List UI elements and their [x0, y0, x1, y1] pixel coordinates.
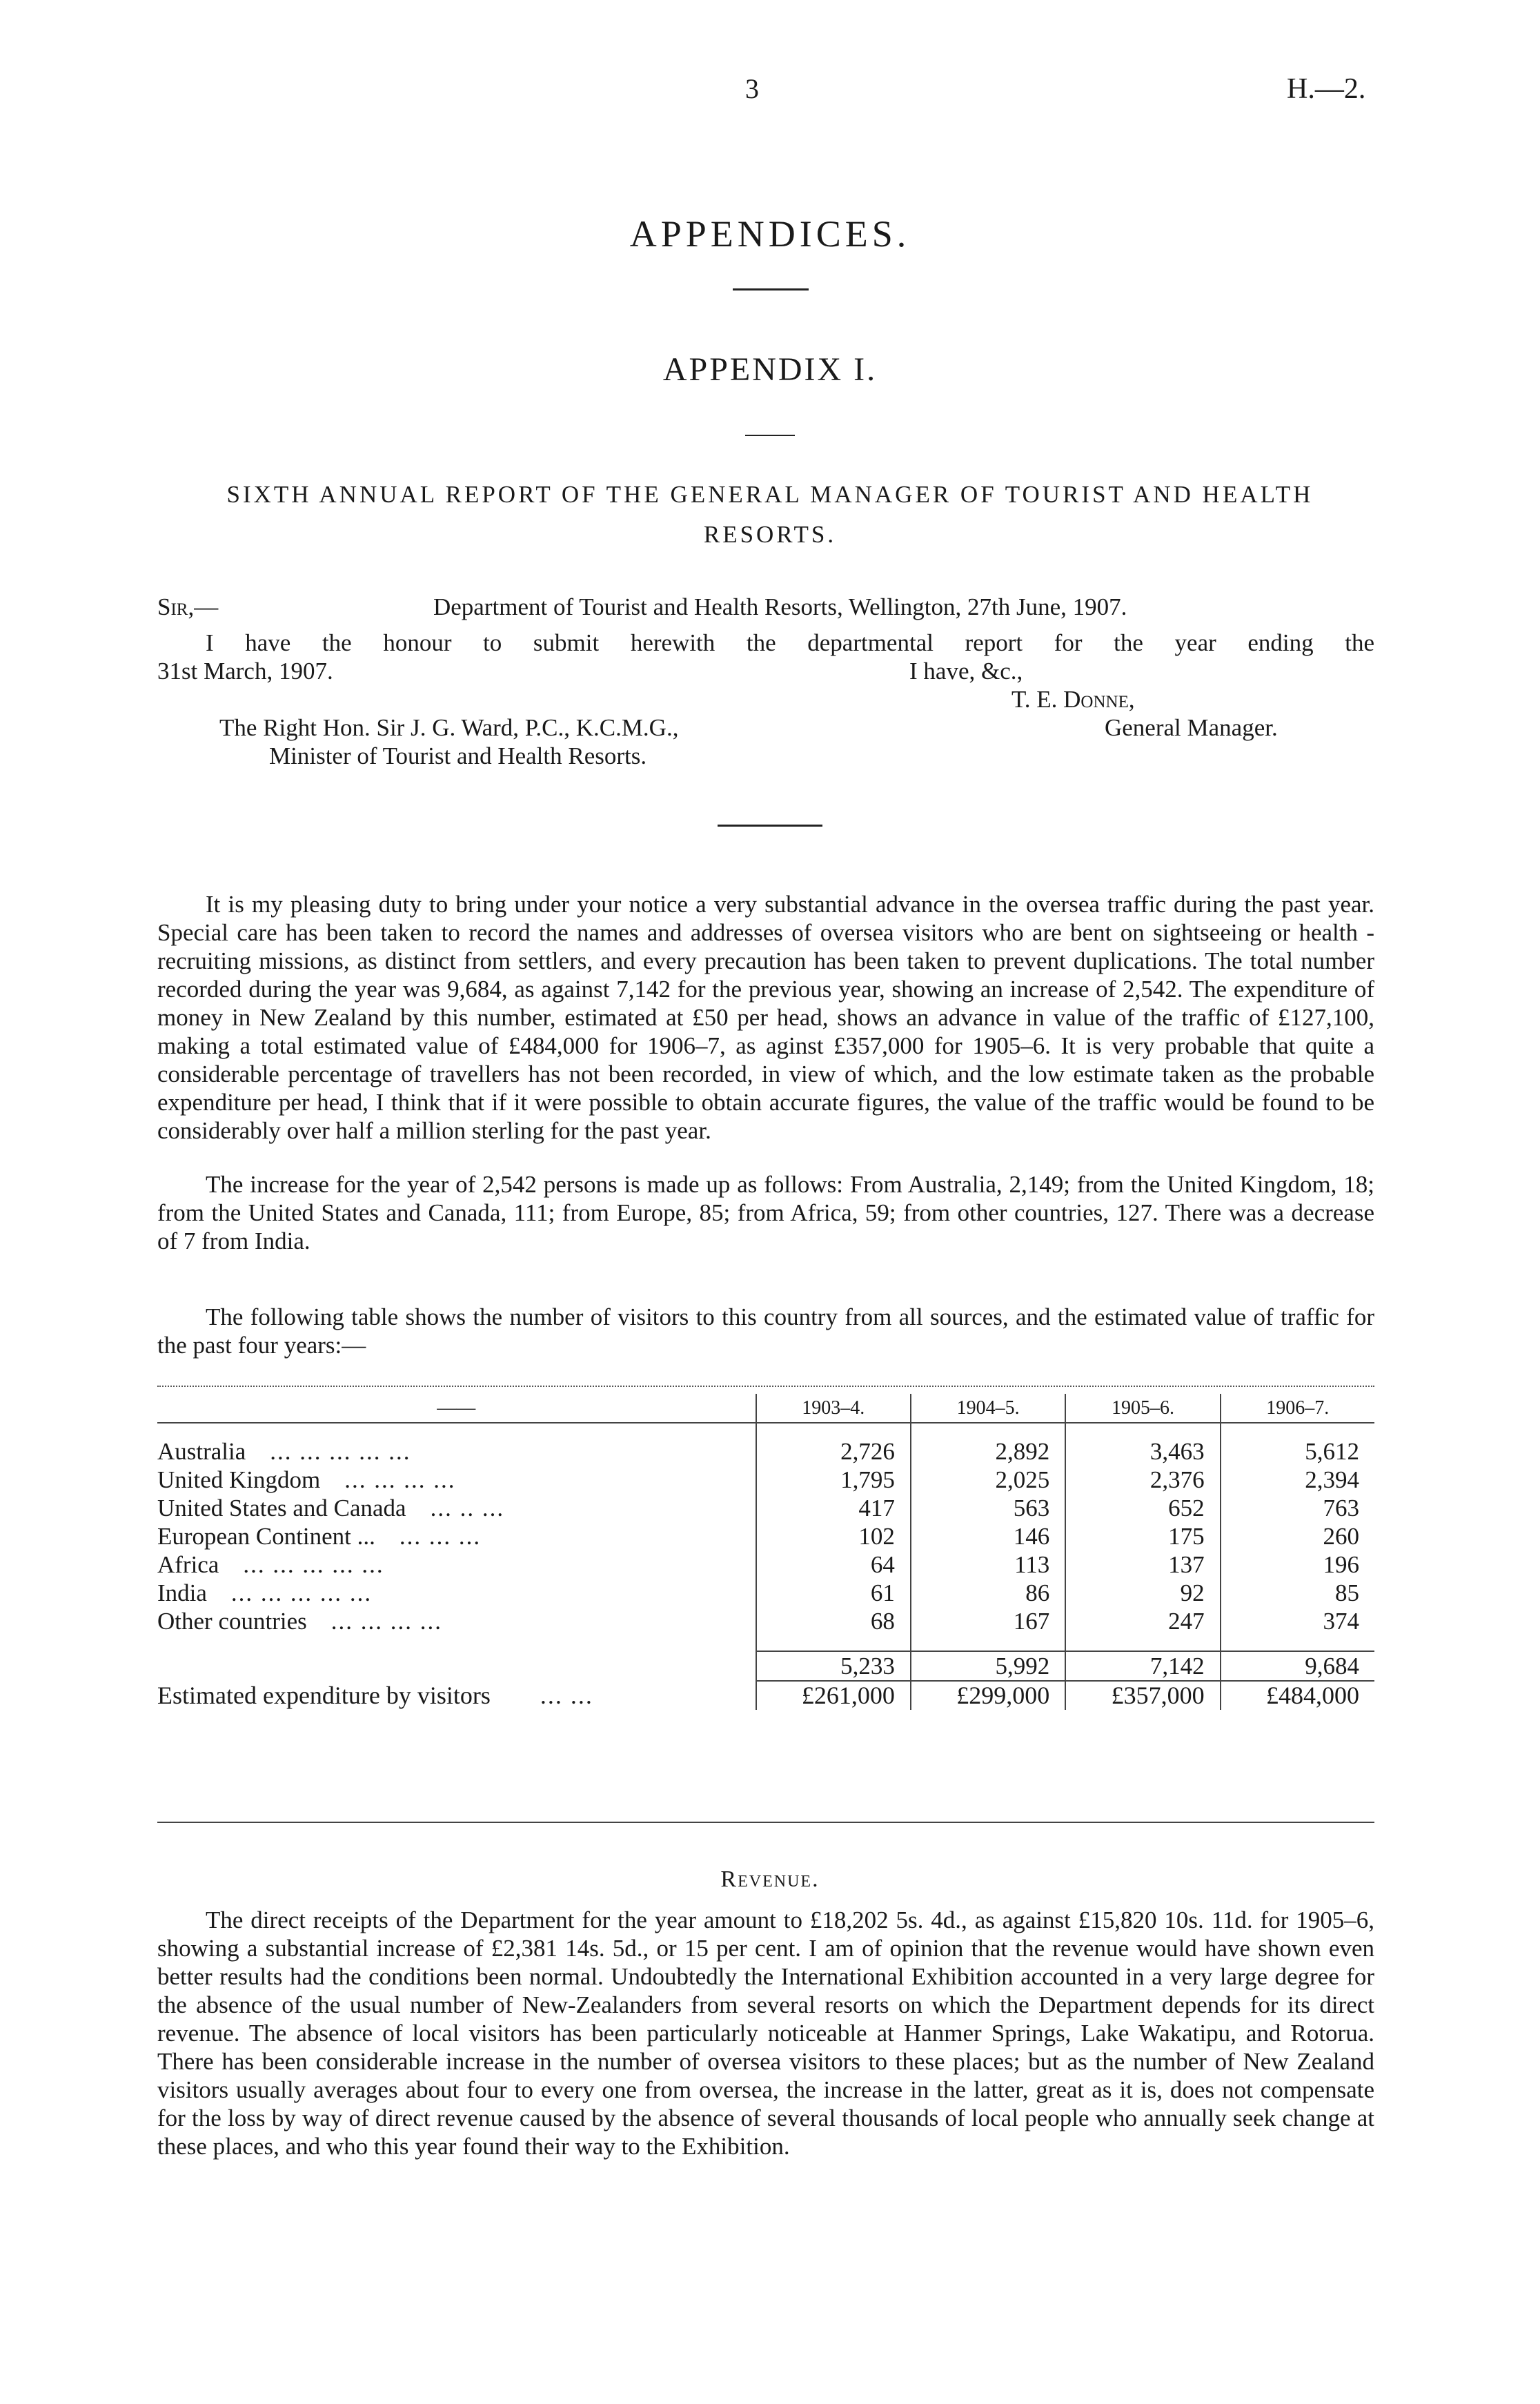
- row-label: Australia ... ... ... ... ...: [157, 1438, 411, 1465]
- total-value: 5,992: [911, 1651, 1065, 1681]
- salutation: Sir,—: [157, 593, 219, 620]
- page-number: 3: [745, 73, 759, 104]
- cell-value: 2,726: [756, 1437, 911, 1466]
- leader-dots: ... .. ...: [430, 1495, 505, 1521]
- addressee-line2: Minister of Tourist and Health Resorts.: [269, 742, 647, 769]
- report-title-line1: SIXTH ANNUAL REPORT OF THE GENERAL MANAGER OF TOURIST AND HEALTH: [226, 481, 1314, 508]
- letter-closing: I have, &c.,: [909, 658, 1023, 684]
- cell-value: 260: [1221, 1522, 1374, 1550]
- total-value: 9,684: [1221, 1651, 1374, 1681]
- table-bottom-rule: [157, 1822, 1374, 1823]
- cell-value: 85: [1221, 1579, 1374, 1607]
- leader-dots: ... ... ... ...: [344, 1466, 456, 1493]
- addressee-line1: The Right Hon. Sir J. G. Ward, P.C., K.C.M.G.,: [219, 714, 679, 741]
- divider: [718, 825, 822, 827]
- letter-body-line2: 31st March, 1907.: [157, 658, 333, 684]
- table-header-row: [157, 1394, 1374, 1423]
- report-title-line2: RESORTS.: [703, 521, 837, 548]
- row-label: European Continent ... ... ... ...: [157, 1523, 482, 1550]
- paragraph-table-intro: The following table shows the number of visitors to this country from all sources, and the estimated value of traffic for the past four years:—: [157, 1303, 1374, 1359]
- table-row: [157, 1522, 1374, 1550]
- cell-value: 61: [756, 1579, 911, 1607]
- header-year: 1904–5.: [911, 1394, 1065, 1423]
- cell-value: 2,892: [911, 1437, 1065, 1466]
- totals-row: [157, 1651, 1374, 1681]
- expenditure-value: £357,000: [1065, 1681, 1220, 1710]
- leader-dots: ... ... ... ... ...: [270, 1438, 411, 1465]
- cell-value: 137: [1065, 1550, 1220, 1579]
- cell-value: 417: [756, 1494, 911, 1522]
- leader-dots: ... ... ...: [399, 1523, 482, 1550]
- cell-value: 167: [911, 1607, 1065, 1635]
- cell-value: 92: [1065, 1579, 1220, 1607]
- cell-value: 86: [911, 1579, 1065, 1607]
- dateline: Department of Tourist and Health Resorts, Wellington, 27th June, 1907.: [433, 593, 1127, 620]
- paragraph-revenue: The direct receipts of the Department for the year amount to £18,202 5s. 4d., as against £15,820 10s. 11d. for 1905–6, showing a substantial increase of £2,381 14s. 5d., or 15 per cent. I am of opinion that the revenue would have shown even better results had the conditions been normal. Undoubtedly the International Exhibition accounted in a very large degree for the absence of the usual number of New-Zealanders from several resorts on which the Department depends for its direct revenue. The absence of local visitors has been particularly noticeable at Hanmer Springs, Lake Wakatipu, and Rotorua. There has been considerable increase in the number of oversea visitors to these places; but as the number of New Zealand visitors usually averages about four to every one from oversea, the increase in the latter, great as it is, does not compensate for the loss by way of direct revenue caused by the absence of several thousands of local people who annually seek change at these places, and who this year found their way to the Exhibition.: [157, 1907, 1374, 2160]
- expenditure-value: £261,000: [756, 1681, 911, 1710]
- table-row: [157, 1579, 1374, 1607]
- row-label: Africa ... ... ... ... ...: [157, 1551, 384, 1578]
- cell-value: 1,795: [756, 1466, 911, 1494]
- leader-dots: ... ... ... ... ...: [230, 1579, 373, 1606]
- expenditure-label: Estimated expenditure by visitors ... ...: [157, 1681, 593, 1709]
- cell-value: 374: [1221, 1607, 1374, 1635]
- revenue-heading: Revenue.: [720, 1866, 820, 1892]
- row-label: United States and Canada ... .. ...: [157, 1495, 505, 1521]
- expenditure-value: £299,000: [911, 1681, 1065, 1710]
- cell-value: 2,025: [911, 1466, 1065, 1494]
- total-value: 5,233: [756, 1651, 911, 1681]
- divider: [745, 435, 795, 436]
- row-label: United Kingdom ... ... ... ...: [157, 1466, 456, 1493]
- table-row: [157, 1437, 1374, 1466]
- cell-value: 652: [1065, 1494, 1220, 1522]
- letter-body-line1: I have the honour to submit herewith the departmental report for the year ending the: [206, 629, 1374, 656]
- header-year: 1903–4.: [756, 1394, 911, 1423]
- total-value: 7,142: [1065, 1651, 1220, 1681]
- appendix-heading: APPENDIX I.: [662, 351, 878, 388]
- signatory-name: T. E. Donne,: [1011, 686, 1135, 713]
- divider: [733, 288, 809, 290]
- cell-value: 196: [1221, 1550, 1374, 1579]
- leader-dots: ... ... ... ...: [330, 1608, 442, 1635]
- expenditure-row: [157, 1681, 1374, 1710]
- header-blank: ——: [437, 1397, 476, 1419]
- table-top-rule: [157, 1386, 1374, 1387]
- cell-value: 5,612: [1221, 1437, 1374, 1466]
- cell-value: 2,394: [1221, 1466, 1374, 1494]
- visitors-table: [157, 1394, 1374, 1710]
- cell-value: 64: [756, 1550, 911, 1579]
- row-label: India ... ... ... ... ...: [157, 1579, 373, 1606]
- table-row: [157, 1550, 1374, 1579]
- cell-value: 68: [756, 1607, 911, 1635]
- appendices-heading: APPENDICES.: [629, 213, 911, 255]
- cell-value: 763: [1221, 1494, 1374, 1522]
- leader-dots: ... ...: [540, 1681, 593, 1709]
- cell-value: 102: [756, 1522, 911, 1550]
- header-year: 1905–6.: [1065, 1394, 1220, 1423]
- cell-value: 3,463: [1065, 1437, 1220, 1466]
- expenditure-value: £484,000: [1221, 1681, 1374, 1710]
- row-label: Other countries ... ... ... ...: [157, 1608, 442, 1635]
- cell-value: 2,376: [1065, 1466, 1220, 1494]
- table-spacer-row: [157, 1635, 1374, 1651]
- table-spacer-row: [157, 1423, 1374, 1437]
- paragraph-increase: The increase for the year of 2,542 persons is made up as follows: From Australia, 2,149; from the United Kingdom, 18; from the United States and Canada, 111; from Europe, 85; from Africa, 59; from other countries, 127. There was a decrease of 7 from India.: [157, 1171, 1374, 1254]
- cell-value: 563: [911, 1494, 1065, 1522]
- paragraph-overview: It is my pleasing duty to bring under your notice a very substantial advance in the oversea traffic during the past year. Special care has been taken to record the names and addresses of oversea visitors who are bent on sightseeing or health - recruiting missions, as distinct from settlers, and every precaution has been taken to prevent duplications. The total number recorded during the year was 9,684, as against 7,142 for the previous year, showing an increase of 2,542. The expenditure of money in New Zealand by this number, estimated at £50 per head, shows an advance in value of the traffic of £127,100, making a total estimated value of £484,000 for 1906–7, as aginst £357,000 for 1905–6. It is very probable that quite a considerable percentage of travellers has not been recorded, in view of which, and the low estimate taken as the probable expenditure per head, I think that if it were possible to obtain accurate figures, the value of the traffic would be found to be considerably over half a million sterling for the past year.: [157, 891, 1374, 1144]
- cell-value: 146: [911, 1522, 1065, 1550]
- document-reference: H.—2.: [1287, 73, 1366, 105]
- header-year: 1906–7.: [1221, 1394, 1374, 1423]
- cell-value: 175: [1065, 1522, 1220, 1550]
- table-row: [157, 1607, 1374, 1635]
- cell-value: 113: [911, 1550, 1065, 1579]
- cell-value: 247: [1065, 1607, 1220, 1635]
- table-row: [157, 1494, 1374, 1522]
- signatory-title: General Manager.: [1105, 714, 1278, 741]
- table-row: [157, 1466, 1374, 1494]
- leader-dots: ... ... ... ... ...: [243, 1551, 384, 1578]
